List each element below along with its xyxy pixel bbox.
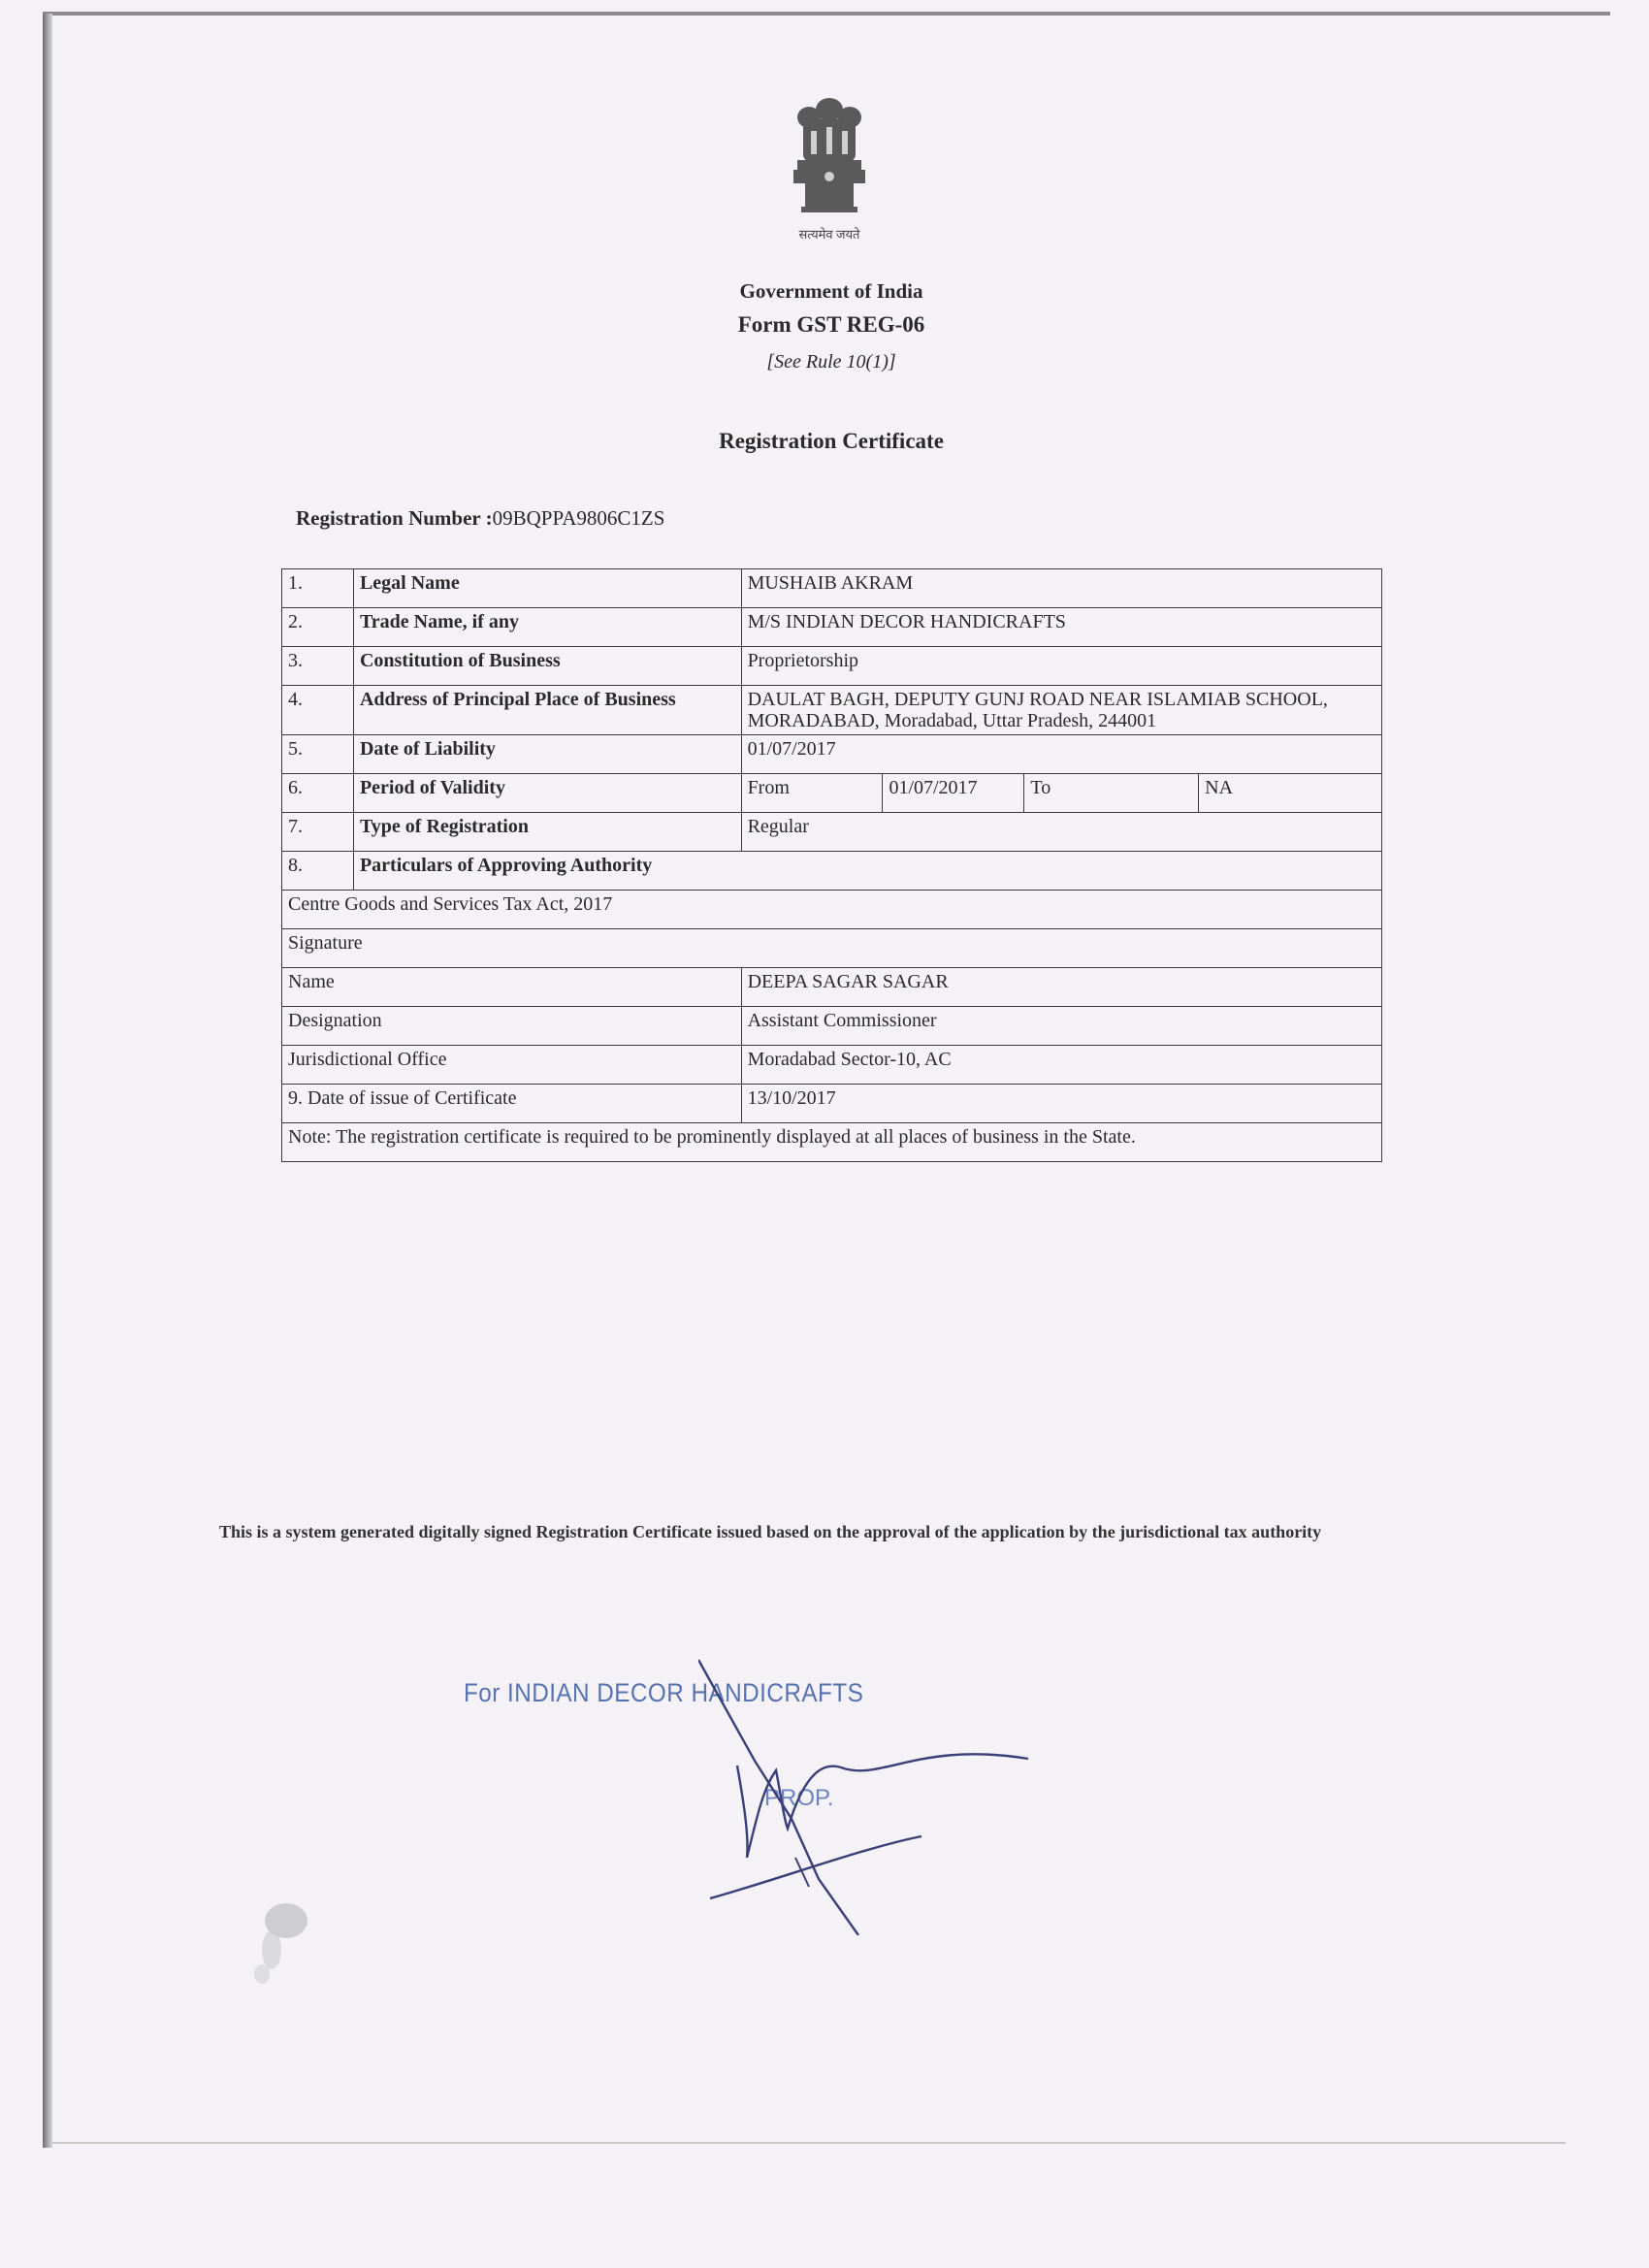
row-number: 4. [282, 686, 354, 735]
row-label: Constitution of Business [353, 647, 741, 686]
issue-date-value: 13/10/2017 [741, 1085, 1381, 1123]
table-row [282, 569, 1382, 608]
table-row [282, 891, 1382, 929]
issue-date-label: 9. Date of issue of Certificate [282, 1085, 742, 1123]
office-label: Jurisdictional Office [282, 1046, 742, 1085]
address-value: DAULAT BAGH, DEPUTY GUNJ ROAD NEAR ISLAMIAB SCHOOL, MORADABAD, Moradabad, Uttar Pradesh, 244001 [741, 686, 1381, 735]
validity-from-value: 01/07/2017 [883, 774, 1024, 813]
government-heading: Government of India [739, 279, 923, 303]
national-emblem [776, 92, 883, 247]
table-row [282, 852, 1382, 891]
validity-from-label: From [741, 774, 883, 813]
registration-number [296, 506, 664, 531]
row-number: 3. [282, 647, 354, 686]
table-row [282, 774, 1382, 813]
registration-type-value: Regular [741, 813, 1381, 852]
system-generated-disclaimer: This is a system generated digitally signed Registration Certificate issued based on the approval of the application by the jurisdictional tax authority [219, 1522, 1322, 1541]
table-row [282, 1007, 1382, 1046]
rule-reference: [See Rule 10(1)] [766, 351, 896, 373]
row-number: 8. [282, 852, 354, 891]
act-name: Centre Goods and Services Tax Act, 2017 [282, 891, 1382, 929]
table-row [282, 1123, 1382, 1162]
validity-to-value: NA [1199, 774, 1382, 813]
stamp-proprietor: PROP. [764, 1785, 834, 1811]
trade-name-value: M/S INDIAN DECOR HANDICRAFTS [741, 608, 1381, 647]
form-name: Form GST REG-06 [737, 312, 925, 337]
handwritten-signature [698, 1654, 1048, 1935]
display-note: Note: The registration certificate is required to be prominently displayed at all places of business in the State. [282, 1123, 1382, 1162]
emblem-motto: सत्यमेव जयते [798, 227, 860, 242]
name-label: Name [282, 968, 742, 1007]
table-row [282, 647, 1382, 686]
row-label: Period of Validity [353, 774, 741, 813]
constitution-value: Proprietorship [741, 647, 1381, 686]
designation-label: Designation [282, 1007, 742, 1046]
row-number: 6. [282, 774, 354, 813]
registration-number-value: 09BQPPA9806C1ZS [492, 506, 665, 530]
certificate-title: Registration Certificate [719, 429, 944, 453]
table-row [282, 608, 1382, 647]
page-edge-bottom [52, 2142, 1566, 2144]
ashoka-lions-icon [776, 92, 883, 223]
row-number: 1. [282, 569, 354, 608]
page-edge-top [43, 12, 1610, 16]
table-row [282, 735, 1382, 774]
table-row [282, 686, 1382, 735]
row-label: Address of Principal Place of Business [353, 686, 741, 735]
certificate-table [281, 568, 1382, 1162]
office-value: Moradabad Sector-10, AC [741, 1046, 1381, 1085]
row-number: 5. [282, 735, 354, 774]
company-stamp: For INDIAN DECOR HANDICRAFTS [464, 1678, 864, 1707]
row-label: Particulars of Approving Authority [353, 852, 1381, 891]
signature-label: Signature [282, 929, 1382, 968]
table-row [282, 929, 1382, 968]
validity-to-label: To [1024, 774, 1199, 813]
table-row [282, 1085, 1382, 1123]
row-label: Legal Name [353, 569, 741, 608]
table-row [282, 968, 1382, 1007]
date-of-liability-value: 01/07/2017 [741, 735, 1381, 774]
table-row [282, 1046, 1382, 1085]
ink-smudge [242, 1882, 330, 1989]
officer-name-value: DEEPA SAGAR SAGAR [741, 968, 1381, 1007]
row-number: 7. [282, 813, 354, 852]
row-number: 2. [282, 608, 354, 647]
registration-number-label: Registration Number : [296, 506, 493, 530]
table-row [282, 813, 1382, 852]
row-label: Trade Name, if any [353, 608, 741, 647]
legal-name-value: MUSHAIB AKRAM [741, 569, 1381, 608]
row-label: Type of Registration [353, 813, 741, 852]
row-label: Date of Liability [353, 735, 741, 774]
designation-value: Assistant Commissioner [741, 1007, 1381, 1046]
